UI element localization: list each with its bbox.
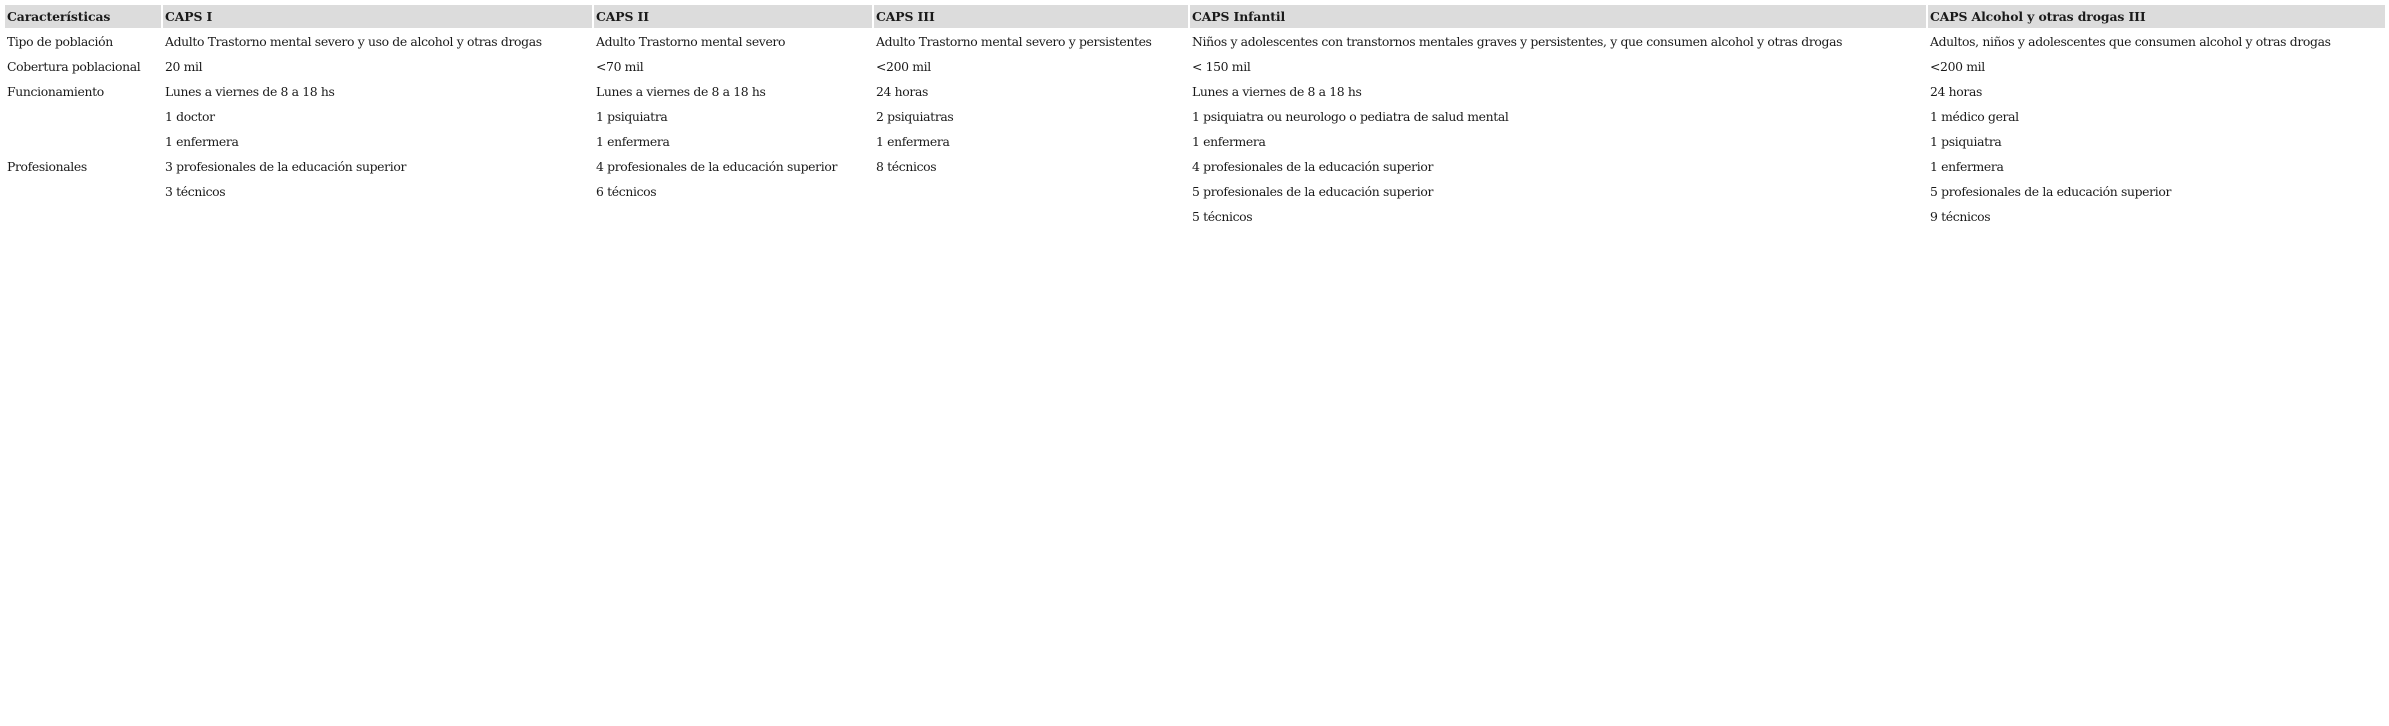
row-label	[5, 180, 161, 203]
table-row	[5, 155, 2385, 178]
row-label: Tipo de población	[7, 34, 113, 49]
table-cell: 1 enfermera	[876, 134, 950, 149]
table-row	[5, 55, 2385, 78]
table-cell: Adulto Trastorno mental severo y persistentes	[876, 34, 1152, 49]
table-cell: < 150 mil	[1192, 59, 1251, 74]
caps-comparison-table	[3, 3, 2387, 230]
table-cell: 1 médico geral	[1930, 109, 2019, 124]
row-label: Cobertura poblacional	[7, 59, 141, 74]
table-cell: 8 técnicos	[876, 159, 937, 174]
table-cell	[874, 180, 1188, 203]
table-cell: 20 mil	[165, 59, 203, 74]
table-cell: 4 profesionales de la educación superior	[596, 159, 838, 174]
table-cell: 5 profesionales de la educación superior	[1192, 184, 1434, 199]
table-cell: Adulto Trastorno mental severo y uso de alcohol y otras drogas	[165, 34, 542, 49]
table-cell: 1 enfermera	[1930, 159, 2004, 174]
header-caps-ii: CAPS II	[594, 5, 872, 28]
table-row	[5, 205, 2385, 228]
table-cell: 24 horas	[876, 84, 929, 99]
table-cell: Lunes a viernes de 8 a 18 hs	[1192, 84, 1362, 99]
table-cell: 1 doctor	[165, 109, 215, 124]
table-cell: 1 enfermera	[1192, 134, 1266, 149]
table-cell: 6 técnicos	[596, 184, 657, 199]
table-cell: 4 profesionales de la educación superior	[1192, 159, 1434, 174]
table-cell: 1 psiquiatra	[596, 109, 668, 124]
table-header-row	[5, 5, 2385, 28]
header-caps-alcohol-drogas-iii: CAPS Alcohol y otras drogas III	[1928, 5, 2385, 28]
header-caps-i: CAPS I	[163, 5, 592, 28]
table-cell: 1 psiquiatra ou neurologo o pediatra de salud mental	[1192, 109, 1509, 124]
header-caps-iii: CAPS III	[874, 5, 1188, 28]
table-cell: 1 enfermera	[596, 134, 670, 149]
table-row	[5, 80, 2385, 103]
row-label: Funcionamiento	[7, 84, 104, 99]
table-row	[5, 30, 2385, 53]
table-cell: 2 psiquiatras	[876, 109, 954, 124]
table-cell: 3 técnicos	[165, 184, 226, 199]
table-cell: <200 mil	[1930, 59, 1985, 74]
header-caps-infantil: CAPS Infantil	[1190, 5, 1926, 28]
table-row	[5, 105, 2385, 128]
table-cell: Lunes a viernes de 8 a 18 hs	[596, 84, 766, 99]
row-label	[5, 130, 161, 153]
table-cell: 5 técnicos	[1192, 209, 1253, 224]
table-cell: 9 técnicos	[1930, 209, 1991, 224]
table-cell: <70 mil	[596, 59, 644, 74]
row-label	[5, 105, 161, 128]
table-cell: 1 psiquiatra	[1930, 134, 2002, 149]
table-cell	[594, 205, 872, 228]
table-row	[5, 180, 2385, 203]
table-cell: Niños y adolescentes con transtornos mentales graves y persistentes, y que consumen alcohol y otras drogas	[1192, 34, 1843, 49]
table-cell: Lunes a viernes de 8 a 18 hs	[165, 84, 335, 99]
row-label	[5, 205, 161, 228]
header-caracteristicas: Características	[5, 5, 161, 28]
table-cell: 24 horas	[1930, 84, 1983, 99]
table-cell: <200 mil	[876, 59, 931, 74]
table-cell: 1 enfermera	[165, 134, 239, 149]
table-row	[5, 130, 2385, 153]
table-cell: Adulto Trastorno mental severo	[596, 34, 786, 49]
table-cell: 5 profesionales de la educación superior	[1930, 184, 2172, 199]
table-cell: Adultos, niños y adolescentes que consumen alcohol y otras drogas	[1930, 34, 2331, 49]
table-cell: 3 profesionales de la educación superior	[165, 159, 407, 174]
table-cell	[163, 205, 592, 228]
table-cell	[874, 205, 1188, 228]
row-label: Profesionales	[7, 159, 87, 174]
